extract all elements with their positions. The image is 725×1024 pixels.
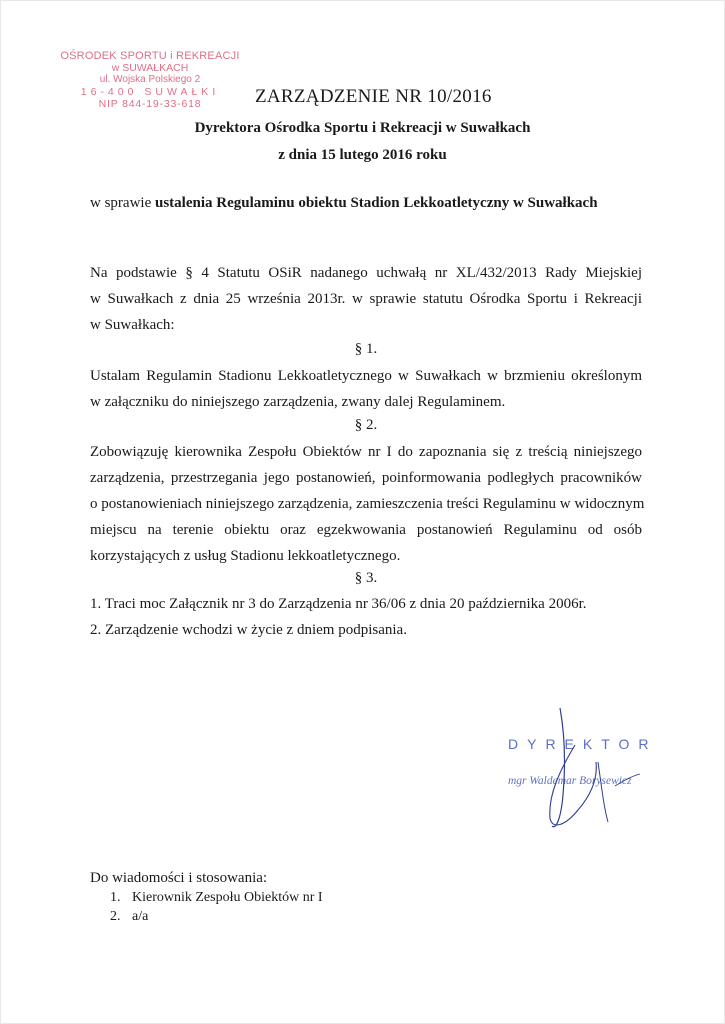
stamp-line: OŚRODEK SPORTU i REKREACJI [60,50,240,62]
section-body [90,439,645,569]
stamp-line: ul. Wojska Polskiego 2 [99,74,201,85]
stamp-line: w SUWAŁKACH [111,62,189,74]
list-item-number: 2. [110,909,121,924]
issuer-line: Dyrektora Ośrodka Sportu i Rekreacji w Suwałkach [194,120,531,136]
preamble-line: Na podstawie § 4 Statutu OSiR nadanego uchwałą nr XL/432/2013 Rady Miejskiej [90,265,642,281]
section-line: 2. Zarządzenie wchodzi w życie z dniem podpisania. [90,622,407,638]
subject-line [90,195,598,212]
preamble-line: w Suwałkach: [90,317,175,333]
section-line: korzystających z usług Stadionu lekkoatletycznego. [90,548,401,564]
institution-stamp [60,50,240,110]
date-line: z dnia 15 lutego 2016 roku [278,147,447,163]
preamble [90,260,642,338]
section-line: o postanowieniach niniejszego zarządzenia, zamieszczenia treści Regulaminu w widocznym [90,496,645,512]
subject-text: ustalenia Regulaminu obiektu Stadion Lekkoatletyczny w Suwałkach [154,195,598,211]
section-body [90,363,642,415]
list-item-text: Kierownik Zespołu Obiektów nr I [132,890,323,905]
signature-title: DYREKTOR [508,736,658,752]
list-item-number: 1. [110,890,121,905]
section-line: w załączniku do niniejszego zarządzenia, zwany dalej Regulaminem. [90,394,506,410]
director-signature-stamp [490,700,670,840]
list-item-text: a/a [132,909,149,924]
document-title: ZARZĄDZENIE NR 10/2016 [255,86,492,107]
handwritten-signature-icon [490,700,670,840]
list-item [110,888,323,907]
section-body [90,591,642,643]
section-line: 1. Traci moc Załącznik nr 3 do Zarządzenia nr 36/06 z dnia 20 października 2006r. [90,596,587,612]
preamble-line: w Suwałkach z dnia 25 września 2013r. w sprawie statutu Ośrodka Sportu i Rekreacji [90,291,642,307]
section-line: Zobowiązuję kierownika Zespołu Obiektów nr I do zapoznania się z treścią niniejszego [90,444,642,460]
section-line: Ustalam Regulamin Stadionu Lekkoatletycznego w Suwałkach w brzmieniu określonym [90,368,642,384]
stamp-line: 16-400 SUWAŁKI [80,86,220,98]
subject-prefix: w sprawie [90,195,152,211]
list-item [110,907,323,926]
section-line: miejscu na terenie obiektu oraz egzekwowania postanowień Regulaminu od osób [90,522,642,538]
distribution-heading: Do wiadomości i stosowania: [90,870,268,886]
distribution-list [110,888,323,926]
section-heading: § 2. [354,417,378,433]
section-line: zarządzenia, przestrzegania jego postanowień, poinformowania podległych pracowników [90,470,642,486]
section-heading: § 3. [354,570,378,586]
signature-name: mgr Waldemar Borysewicz [508,775,632,787]
section-heading: § 1. [354,341,378,357]
stamp-line: NIP 844-19-33-618 [98,98,202,110]
